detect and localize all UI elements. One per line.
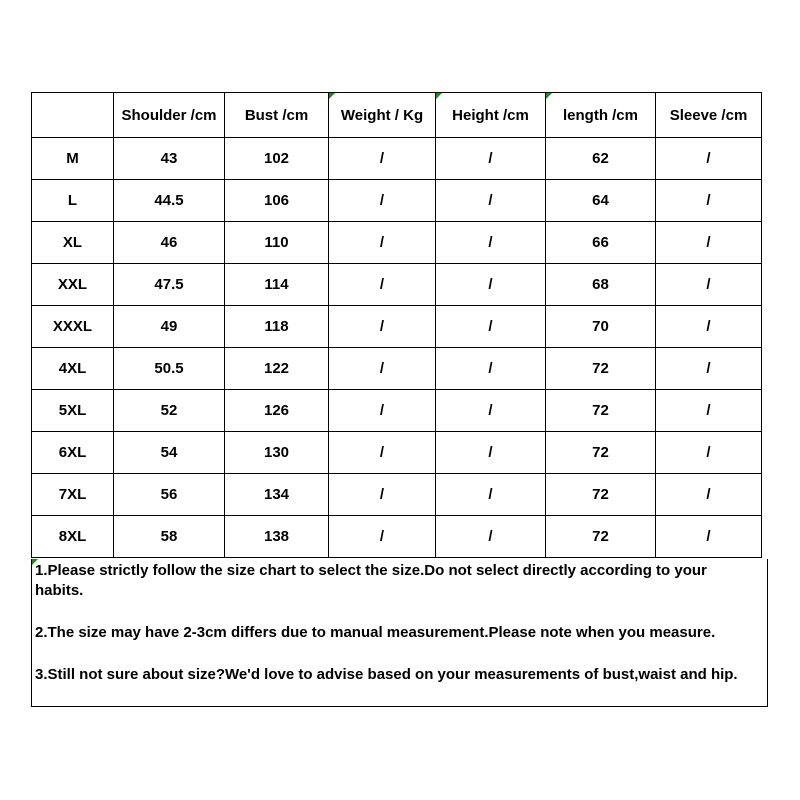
cell-shoulder: 47.5 [114,264,225,306]
cell-sleeve: / [656,306,762,348]
cell-weight: / [329,348,436,390]
cell-bust: 106 [225,180,329,222]
cell-weight: / [329,222,436,264]
cell-sleeve: / [656,474,762,516]
header-height [436,93,546,138]
cell-shoulder: 43 [114,138,225,180]
cell-sleeve: / [656,432,762,474]
cell-length: 66 [546,222,656,264]
cell-size: 7XL [32,474,114,516]
cell-sleeve: / [656,222,762,264]
cell-sleeve: / [656,390,762,432]
cell-size: 8XL [32,516,114,558]
table-row [32,432,762,474]
header-row [32,93,762,138]
cell-bust: 102 [225,138,329,180]
cell-height: / [436,222,546,264]
cell-height: / [436,432,546,474]
cell-shoulder: 49 [114,306,225,348]
cell-length: 72 [546,432,656,474]
note-item: 1.Please strictly follow the size chart to select the size.Do not select directly according to your habits. [35,562,707,599]
cell-weight: / [329,432,436,474]
cell-size: XXXL [32,306,114,348]
table-row [32,306,762,348]
comment-marker-icon [436,93,442,99]
table-row [32,390,762,432]
table-row [32,348,762,390]
cell-height: / [436,138,546,180]
cell-weight: / [329,474,436,516]
header-size [32,93,114,138]
cell-weight: / [329,180,436,222]
header-length [546,93,656,138]
cell-shoulder: 54 [114,432,225,474]
cell-bust: 118 [225,306,329,348]
cell-length: 68 [546,264,656,306]
cell-height: / [436,348,546,390]
cell-shoulder: 46 [114,222,225,264]
header-height-label: Height /cm [452,106,529,124]
table-row [32,264,762,306]
cell-height: / [436,474,546,516]
header-bust: Bust /cm [225,93,329,138]
cell-shoulder: 52 [114,390,225,432]
note-item: 2.The size may have 2-3cm differs due to manual measurement.Please note when you measure. [35,624,716,641]
cell-length: 72 [546,390,656,432]
header-length-label: length /cm [562,106,638,124]
cell-bust: 134 [225,474,329,516]
note-item: 3.Still not sure about size?We'd love to advise based on your measurements of bust,waist and hip. [35,666,738,683]
cell-sleeve: / [656,516,762,558]
cell-weight: / [329,264,436,306]
cell-weight: / [329,516,436,558]
table-row [32,138,762,180]
cell-size: 6XL [32,432,114,474]
table-row [32,516,762,558]
cell-length: 62 [546,138,656,180]
cell-sleeve: / [656,264,762,306]
size-chart-table [31,92,762,558]
cell-length: 72 [546,474,656,516]
header-sleeve: Sleeve /cm [656,93,762,138]
size-notes [31,559,768,707]
cell-bust: 138 [225,516,329,558]
cell-height: / [436,516,546,558]
size-chart-body [32,138,762,558]
header-weight [329,93,436,138]
cell-length: 72 [546,348,656,390]
cell-length: 72 [546,516,656,558]
table-row [32,180,762,222]
cell-size: 5XL [32,390,114,432]
cell-size: M [32,138,114,180]
cell-height: / [436,390,546,432]
cell-length: 64 [546,180,656,222]
cell-weight: / [329,306,436,348]
cell-bust: 130 [225,432,329,474]
cell-size: 4XL [32,348,114,390]
comment-marker-icon [546,93,552,99]
cell-bust: 122 [225,348,329,390]
header-shoulder: Shoulder /cm [114,93,225,138]
header-weight-label: Weight / Kg [340,106,424,124]
table-row [32,474,762,516]
cell-sleeve: / [656,138,762,180]
cell-weight: / [329,390,436,432]
cell-sleeve: / [656,180,762,222]
cell-size: XL [32,222,114,264]
cell-size: XXL [32,264,114,306]
cell-bust: 110 [225,222,329,264]
cell-sleeve: / [656,348,762,390]
cell-weight: / [329,138,436,180]
comment-marker-icon [329,93,335,99]
table-row [32,222,762,264]
cell-size: L [32,180,114,222]
cell-height: / [436,180,546,222]
cell-bust: 126 [225,390,329,432]
cell-shoulder: 50.5 [114,348,225,390]
cell-shoulder: 56 [114,474,225,516]
cell-shoulder: 58 [114,516,225,558]
cell-height: / [436,264,546,306]
cell-shoulder: 44.5 [114,180,225,222]
cell-height: / [436,306,546,348]
cell-length: 70 [546,306,656,348]
cell-bust: 114 [225,264,329,306]
